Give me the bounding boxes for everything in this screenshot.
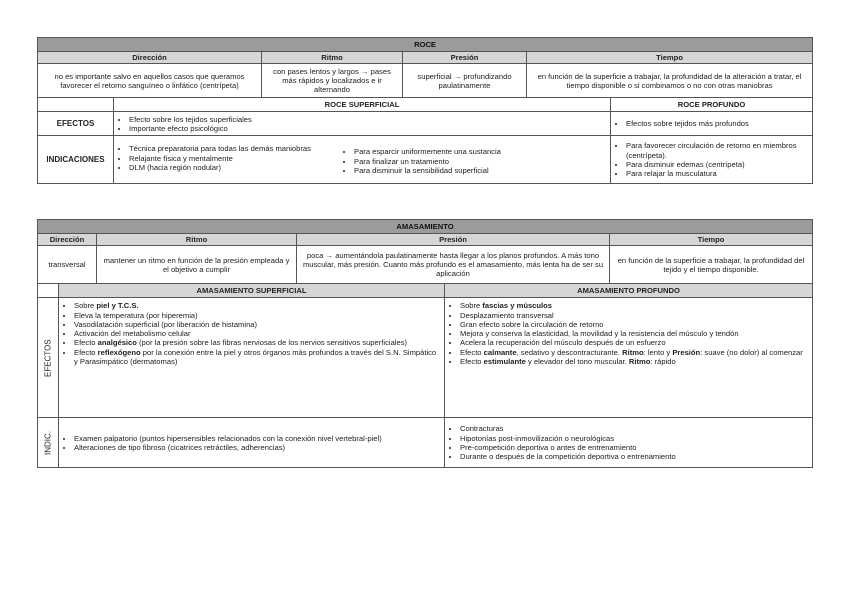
list-item: • Activación del metabolismo celular [74,329,441,338]
amas-indic-superficial [59,418,445,468]
list-item: • Examen palpatorio (puntos hipersensibles relacionados con la conexión nivel vertebral-piel) [74,434,441,443]
list-item: • Para disminuir edemas (centrípeta) [626,160,809,169]
list-item: • Desplazamiento transversal [460,311,809,320]
amas-profundo-header: AMASAMIENTO PROFUNDO [445,284,813,298]
list-item: • Gran efecto sobre la circulación de retorno [460,320,809,329]
roce-efectos-label: EFECTOS [38,112,114,136]
list-item: • Mejora y conserva la elasticidad, la movilidad y la resistencia del músculo y tendón [460,329,809,338]
list-item: • Efecto estimulante y elevador del tono muscular. Ritmo: rápido [460,357,809,366]
amas-efectos-superficial [59,298,445,418]
amas-header-presion: Presión [297,234,610,246]
list-item: • Vasodilatación superficial (por liberación de histamina) [74,320,441,329]
list-item: • Efecto analgésico (por la presión sobre las fibras nerviosas de los nervios sensitivos superficiales) [74,338,441,347]
amasamiento-table [37,219,813,468]
roce-tiempo-value: en función de la superficie a trabajar, la profundidad de la alteración a tratar, el tiempo disponible o si combinamos o no con otras maniobras [527,64,813,98]
amas-header-ritmo: Ritmo [97,234,297,246]
list-item: • Relajante física y mentalmente [129,154,334,163]
list-item: • Importante efecto psicológico [129,124,607,133]
roce-title: ROCE [38,38,813,52]
roce-profundo-header: ROCE PROFUNDO [611,98,813,112]
amas-efectos-label: EFECTOS [38,298,59,418]
list-item: • Durante o después de la competición deportiva o entrenamiento [460,452,809,461]
roce-header-tiempo: Tiempo [527,52,813,64]
roce-table [37,37,813,184]
amas-header-tiempo: Tiempo [610,234,813,246]
list-item: • Técnica preparatoria para todas las demás maniobras [129,144,334,153]
roce-superficial-header: ROCE SUPERFICIAL [114,98,611,112]
list-item: • Eleva la temperatura (por hiperemia) [74,311,441,320]
list-item: • Para relajar la musculatura [626,169,809,178]
list-item: • Para finalizar un tratamiento [354,157,607,166]
list-item: • Efectos sobre tejidos más profundos [626,119,809,128]
roce-header-direccion: Dirección [38,52,262,64]
amas-presion-value: poca → aumentándola paulatinamente hasta llegar a los planos profundos. A más tono muscular, más presión. Cuanto más profundo es el amasamiento, más lenta ha de ser su aplicación [297,246,610,284]
amas-header-direccion: Dirección [38,234,97,246]
roce-sub-empty [38,98,114,112]
list-item: • Efecto sobre los tejidos superficiales [129,115,607,124]
list-item: • Sobre piel y T.C.S. [74,301,441,310]
roce-direccion-value: no es importante salvo en aquellos casos que queramos favorecer el retorno sanguíneo o linfático (centrípeta) [38,64,262,98]
amas-indic-profundo [445,418,813,468]
roce-presion-value: superficial → profundizando paulatinamente [403,64,527,98]
amasamiento-title: AMASAMIENTO [38,220,813,234]
roce-indicaciones-profundo [611,136,813,184]
amas-superficial-header: AMASAMIENTO SUPERFICIAL [59,284,445,298]
roce-indicaciones-label: INDICACIONES [38,136,114,184]
amas-tiempo-value: en función de la superficie a trabajar, la profundidad del tejido y el tiempo disponible. [610,246,813,284]
list-item: • Acelera la recuperación del músculo después de un esfuerzo [460,338,809,347]
list-item: • Efecto reflexógeno por la conexión entre la piel y otros órganos más profundos a través del S.N. Simpático y Parasimpático (dermatomas) [74,348,441,367]
list-item: • Sobre fascias y músculos [460,301,809,310]
amas-efectos-profundo [445,298,813,418]
list-item: • DLM (hacia región nodular) [129,163,334,172]
list-item: • Hipotonías post-inmovilización o neurológicas [460,434,809,443]
list-item: • Alteraciones de tipo fibroso (cicatrices retráctiles, adherencias) [74,443,441,452]
roce-header-ritmo: Ritmo [262,52,403,64]
roce-header-presion: Presión [403,52,527,64]
amas-indic-label: INDIC. [38,418,59,468]
list-item: • Contracturas [460,424,809,433]
amas-direccion-value: transversal [38,246,97,284]
roce-efectos-superficial [114,112,611,136]
list-item: • Para disminuir la sensibilidad superficial [354,166,607,175]
list-item: • Pre-competición deportiva o antes de entrenamiento [460,443,809,452]
roce-efectos-profundo [611,112,813,136]
roce-indicaciones-superficial [114,136,611,184]
amas-ritmo-value: mantener un ritmo en función de la presión empleada y el objetivo a cumplir [97,246,297,284]
roce-ritmo-value: con pases lentos y largos → pases más rápidos y localizados e ir alternando [262,64,403,98]
list-item: • Para favorecer circulación de retorno en miembros (centrípeta). [626,141,809,160]
list-item: • Para esparcir uniformemente una sustancia [354,147,607,156]
amas-sub-empty [38,284,59,298]
list-item: • Efecto calmante, sedativo y descontracturante. Ritmo: lento y Presión: suave (no dolor) al comenzar [460,348,809,357]
